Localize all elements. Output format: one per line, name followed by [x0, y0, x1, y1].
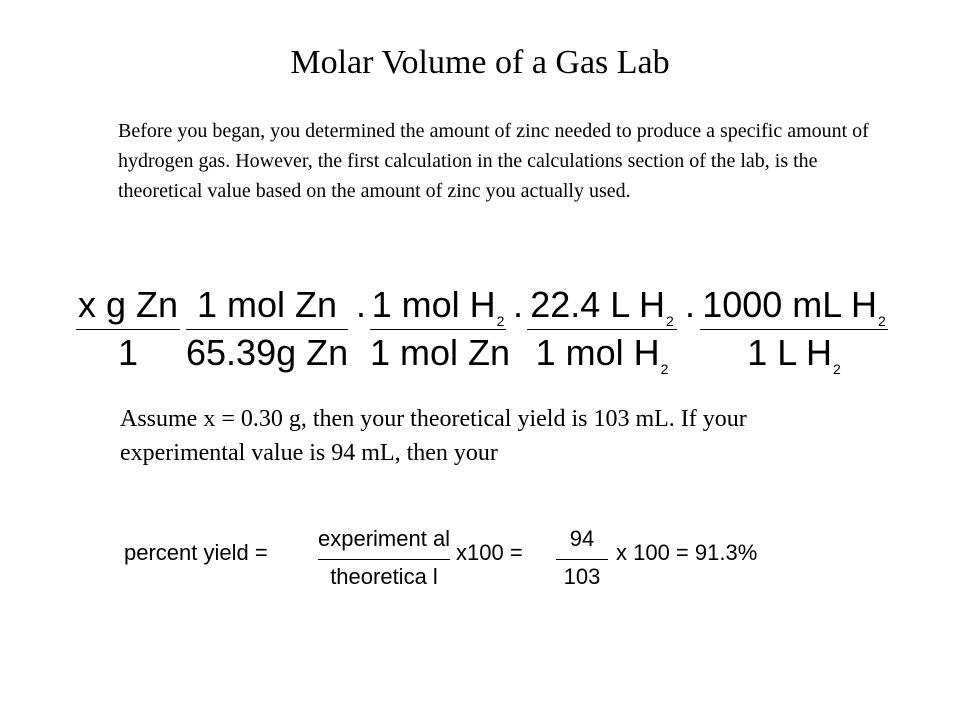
fraction-molar-mass [186, 270, 348, 380]
fraction-experimental-theoretical [318, 526, 450, 596]
intro-paragraph: Before you began, you determined the amount of zinc needed to produce a specific amount of hydrogen gas. However, the first calculation in the calculations section of the lab, is the theoretical value based on the amount of zinc you actually used. [118, 120, 869, 202]
fraction-bar [700, 329, 888, 330]
denominator: 103 [563, 564, 601, 589]
denominator: 1 mol Zn [370, 332, 511, 373]
denominator: 1 L $H_2$ [747, 332, 841, 377]
denominator: theoretica l [330, 564, 438, 589]
fraction-bar [76, 329, 180, 330]
fraction-molar-volume [527, 270, 677, 380]
multiply-dot: · [684, 292, 696, 333]
percent-yield-label: percent yield = [124, 540, 268, 565]
page-title: Molar Volume of a Gas Lab [290, 44, 670, 81]
fraction-zinc-mass [76, 270, 180, 380]
assumption-paragraph: Assume x = 0.30 g, then your theoretical yield is 103 mL. If your experimental value is 94 mL, then your [120, 406, 747, 466]
multiply-dot: · [355, 292, 367, 333]
numerator: 1 mol $H_2$ [371, 284, 505, 329]
fraction-bar [318, 559, 450, 560]
numerator: 94 [569, 526, 595, 551]
times-hundred-text: x100 = [456, 540, 523, 565]
fraction-bar [527, 329, 677, 330]
fraction-94-over-103 [556, 526, 608, 596]
result-text: x 100 = 91.3% [616, 540, 758, 565]
numerator: x g Zn [77, 284, 179, 325]
denominator: 1 [118, 332, 139, 373]
numerator: 22.4 L $H_2$ [530, 284, 674, 329]
fraction-ml-per-l [700, 270, 888, 380]
fraction-bar [186, 329, 348, 330]
fraction-bar [370, 329, 506, 330]
numerator: experiment al [318, 526, 451, 551]
denominator: 1 mol $H_2$ [535, 332, 669, 377]
numerator: 1000 mL $H_2$ [702, 284, 886, 329]
fraction-mole-ratio [370, 270, 511, 380]
denominator: 65.39g Zn [186, 332, 349, 373]
fraction-bar [556, 559, 608, 560]
numerator: 1 mol Zn [196, 284, 338, 325]
multiply-dot: · [512, 292, 524, 333]
